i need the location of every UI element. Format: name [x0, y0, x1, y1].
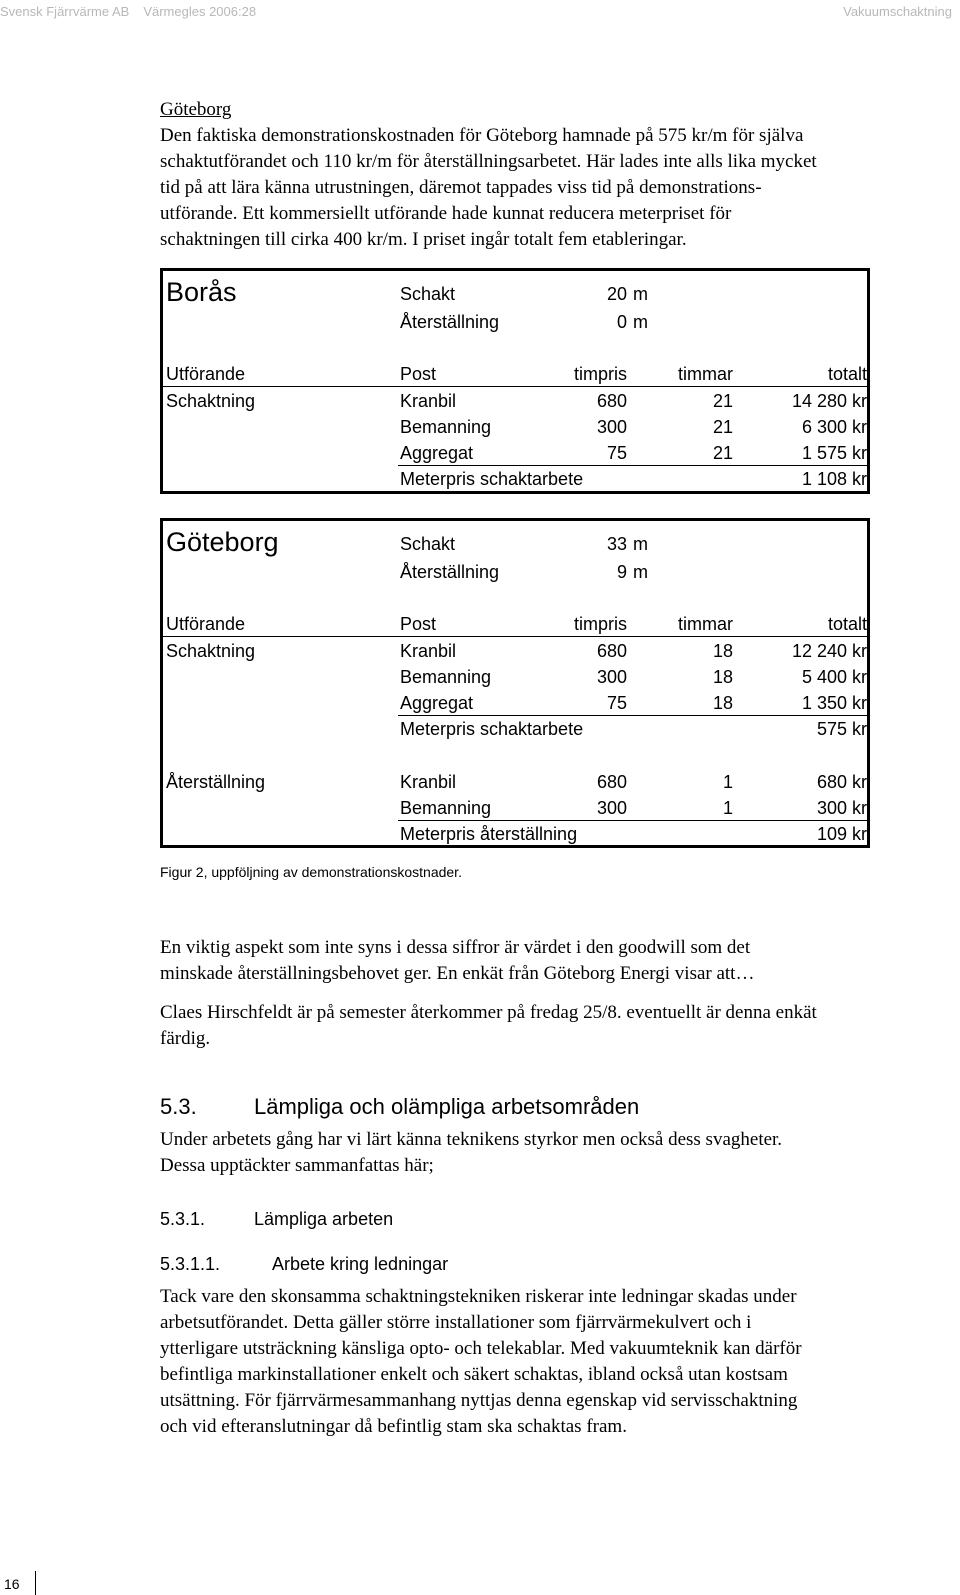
section-title: Lämpliga och olämpliga arbetsområden: [254, 1094, 640, 1119]
aterst-label: Återställning: [400, 562, 500, 582]
row-timmar: 18: [712, 667, 733, 687]
row-totalt: 14 280 kr: [791, 391, 867, 411]
intro-line: utförande. Ett kommersiellt utförande hade kunnat reducera meterpriset för: [160, 203, 732, 224]
sum-rule: [398, 820, 867, 821]
page-number: 16: [4, 1576, 20, 1592]
intro-line: tid på att lära känna utrustningen, däremot tappades viss tid på demonstrations-: [160, 177, 762, 198]
sum-value: 575 kr: [816, 719, 867, 739]
intro-line: schaktningen till cirka 400 kr/m. I priset ingår totalt fem etableringar.: [160, 229, 687, 250]
pipes-paragraph: [160, 1284, 960, 1440]
row-timmar: 18: [712, 641, 733, 661]
schakt-value: 33: [606, 534, 627, 554]
section-number: 5.3.: [160, 1094, 197, 1119]
row-timpris: 680: [596, 391, 627, 411]
section-title: Lämpliga arbeten: [254, 1209, 394, 1229]
col-totalt: totalt: [827, 364, 867, 384]
survey-note-paragraph: [160, 1000, 960, 1052]
row-timpris: 680: [596, 641, 627, 661]
row-totalt: 300 kr: [816, 798, 867, 818]
sum-label: Meterpris schaktarbete: [400, 469, 584, 489]
row-timpris: 300: [596, 417, 627, 437]
strengths-paragraph: [160, 1127, 960, 1179]
paragraph-line: ytterligare utsträckning känsliga opto- och telekablar. Med vakuumteknik kan därför: [160, 1338, 802, 1359]
section-title: Arbete kring ledningar: [272, 1254, 449, 1274]
section-number: 5.3.1.1.: [160, 1254, 221, 1274]
row-totalt: 680 kr: [816, 772, 867, 792]
section-heading-5-3-1-1: [160, 1254, 448, 1275]
row-totalt: 1 350 kr: [801, 693, 867, 713]
sum-rule: [398, 715, 867, 716]
row-totalt: 6 300 kr: [801, 417, 867, 437]
paragraph-line: och vid efteranslutningar då befintlig stam ska schaktas fram.: [160, 1416, 627, 1437]
aterst-unit: m: [633, 562, 648, 582]
col-timmar: timmar: [678, 614, 733, 634]
schakt-unit: m: [633, 284, 648, 304]
row-post: Kranbil: [400, 641, 457, 661]
intro-line: schaktutförandet och 110 kr/m för återställningsarbetet. Här lades inte alls lika mycket: [160, 151, 817, 172]
row-timpris: 75: [606, 693, 627, 713]
aterst-value: 0: [616, 312, 627, 332]
page-number-rule: [35, 1571, 36, 1595]
paragraph-line: arbetsutförandet. Detta gäller större installationer som fjärrvärmekulvert och i: [160, 1312, 752, 1333]
schakt-label: Schakt: [400, 534, 456, 554]
row-timmar: 1: [722, 772, 733, 792]
row-timmar: 21: [712, 443, 733, 463]
row-timpris: 300: [596, 798, 627, 818]
row-post: Bemanning: [400, 667, 492, 687]
running-header-left: [0, 4, 256, 19]
paragraph-line: befintliga markinstallationer enkelt och säkert schaktas, ibland också utan kostsam: [160, 1364, 788, 1385]
sum-value: 109 kr: [816, 824, 867, 844]
col-timmar: timmar: [678, 364, 733, 384]
schakt-unit: m: [633, 534, 648, 554]
intro-heading: Göteborg: [160, 99, 232, 120]
col-utforande: Utförande: [166, 614, 246, 634]
intro-line: Den faktiska demonstrationskostnaden för Göteborg hamnade på 575 kr/m för själva: [160, 125, 804, 146]
paragraph-line: Dessa upptäckter sammanfattas här;: [160, 1155, 434, 1176]
cost-table-goteborg: [160, 518, 870, 848]
row-timmar: 21: [712, 391, 733, 411]
row-totalt: 1 575 kr: [801, 443, 867, 463]
row-post: Kranbil: [400, 772, 457, 792]
aterst-value: 9: [616, 562, 627, 582]
schakt-value: 20: [606, 284, 627, 304]
aterst-unit: m: [633, 312, 648, 332]
row-timmar: 21: [712, 417, 733, 437]
row-post: Aggregat: [400, 443, 474, 463]
row-timpris: 75: [606, 443, 627, 463]
row-timpris: 300: [596, 667, 627, 687]
header-rule: [163, 386, 867, 387]
sum-value: 1 108 kr: [801, 469, 867, 489]
row-post: Aggregat: [400, 693, 474, 713]
paragraph-line: utsättning. För fjärrvärmesammanhang nyttjas denna egenskap vid servisschaktning: [160, 1390, 798, 1411]
paragraph-line: minskade återställningsbehovet ger. En enkät från Göteborg Energi visar att…: [160, 963, 755, 984]
header-topic: Vakuumschaktning: [843, 4, 952, 19]
goodwill-paragraph: [160, 935, 960, 987]
col-totalt: totalt: [827, 614, 867, 634]
row-post: Bemanning: [400, 417, 492, 437]
row-post: Bemanning: [400, 798, 492, 818]
figure-caption: Figur 2, uppföljning av demonstrationskostnader.: [160, 864, 462, 880]
sum-label: Meterpris återställning: [400, 824, 578, 844]
paragraph-line: Claes Hirschfeldt är på semester återkommer på fredag 25/8. eventuellt är denna enkät: [160, 1002, 817, 1023]
table-city: Göteborg: [166, 527, 279, 557]
sum-label: Meterpris schaktarbete: [400, 719, 584, 739]
group-label: Schaktning: [166, 641, 256, 661]
paragraph-line: Under arbetets gång har vi lärt känna teknikens styrkor men också dess svagheter.: [160, 1129, 783, 1150]
col-post: Post: [400, 364, 437, 384]
section-number: 5.3.1.: [160, 1209, 206, 1229]
header-doc: Värmegles 2006:28: [143, 4, 257, 19]
row-timmar: 1: [722, 798, 733, 818]
schakt-label: Schakt: [400, 284, 456, 304]
paragraph-line: En viktig aspekt som inte syns i dessa siffror är värdet i den goodwill som det: [160, 937, 751, 958]
cost-table-boras: [160, 268, 870, 494]
group-label: Schaktning: [166, 391, 256, 411]
paragraph-line: Tack vare den skonsamma schaktningstekniken riskerar inte ledningar skadas under: [160, 1286, 797, 1307]
paragraph-line: färdig.: [160, 1028, 211, 1049]
row-totalt: 5 400 kr: [801, 667, 867, 687]
header-rule: [163, 636, 867, 637]
section-heading-5-3-1: [160, 1209, 393, 1230]
table-city: Borås: [166, 277, 237, 307]
col-timpris: timpris: [574, 614, 627, 634]
sum-rule: [398, 465, 867, 466]
intro-section: [160, 97, 960, 253]
row-totalt: 12 240 kr: [791, 641, 867, 661]
col-timpris: timpris: [574, 364, 627, 384]
col-post: Post: [400, 614, 437, 634]
section-heading-5-3: [160, 1094, 639, 1120]
row-post: Kranbil: [400, 391, 457, 411]
header-company: Svensk Fjärrvärme AB: [0, 4, 130, 19]
group-label: Återställning: [166, 772, 266, 792]
aterst-label: Återställning: [400, 312, 500, 332]
row-timpris: 680: [596, 772, 627, 792]
col-utforande: Utförande: [166, 364, 246, 384]
row-timmar: 18: [712, 693, 733, 713]
